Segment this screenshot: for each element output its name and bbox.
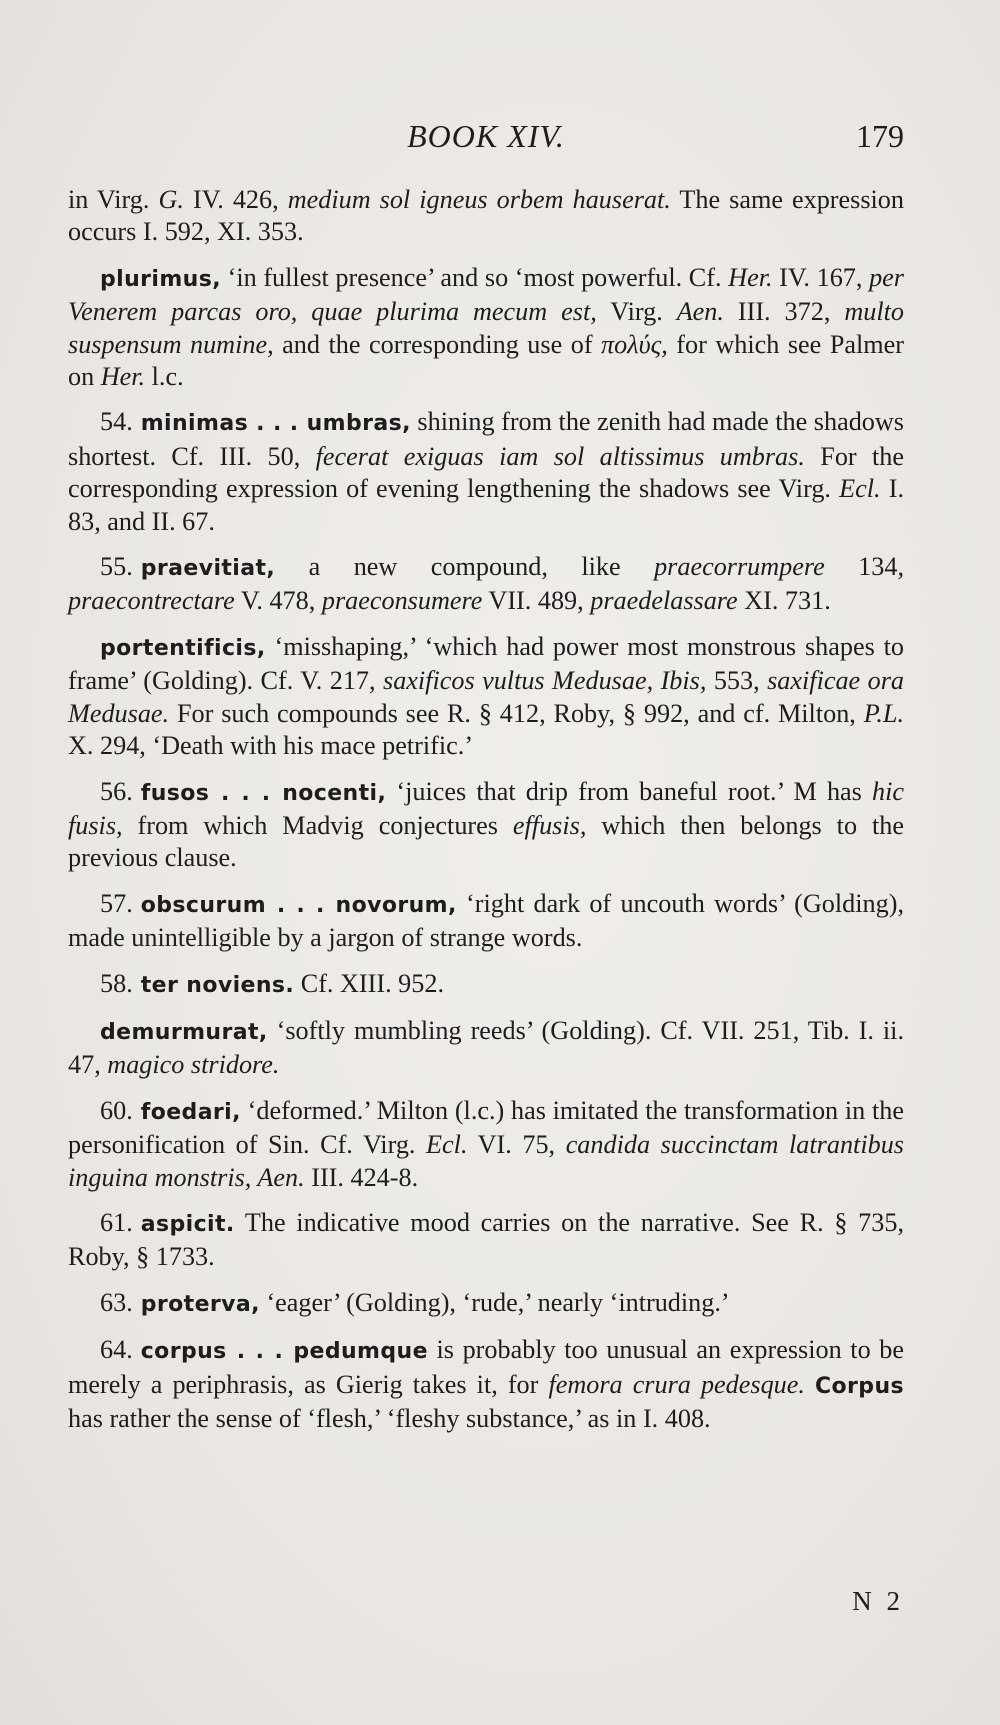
line-number: 60. [100, 1095, 133, 1125]
text-run: ‘misshaping,’ ‘which had power most monstrous shapes to frame’ (Golding). Cf. V. 217, [68, 631, 904, 696]
text-run: in Virg. [68, 185, 159, 214]
italic-text: effusis, [512, 810, 587, 840]
commentary-paragraph [68, 184, 904, 249]
text-run: and the corresponding use of [273, 329, 602, 359]
commentary-paragraph [68, 1207, 904, 1274]
text-run: For such compounds see R. § 412, Roby, § 992, and cf. Milton, [169, 698, 864, 728]
text-run: VII. 489, [482, 586, 591, 616]
line-number: 57. [100, 888, 133, 918]
commentary-paragraph [68, 1015, 904, 1082]
text-run: ‘right dark of uncouth words’ (Golding), made unintelligible by a jargon of strange words. [68, 888, 905, 953]
italic-text: Ecl. [839, 474, 881, 504]
italic-text: saxificae ora Medusae. [68, 666, 904, 728]
text-run: is probably too unusual an expression to be merely a periphrasis, as Gierig takes it, for [68, 1335, 904, 1399]
text-run: 134, [824, 552, 905, 582]
italic-text: per Venerem parcas oro, quae plurima mecum est, [68, 262, 904, 327]
lemma: plurimus, [100, 266, 221, 292]
text-run: VI. 75, [467, 1130, 566, 1160]
page-number: 179 [856, 118, 904, 154]
signature-mark: N 2 [852, 1586, 904, 1616]
lemma: praevitiat, [140, 556, 276, 582]
line-number: 64. [100, 1335, 133, 1365]
lemma: Corpus [815, 1373, 905, 1399]
line-number: 56. [100, 776, 133, 806]
text-run: X. 294, ‘Death with his mace petrific.’ [68, 731, 474, 761]
text-run: ‘juices that drip from baneful root.’ M has [386, 776, 873, 806]
text-run [805, 1370, 815, 1399]
running-head: BOOK XIV. [407, 118, 565, 154]
italic-text: Ecl. [426, 1130, 468, 1160]
commentary-paragraph [68, 551, 904, 618]
commentary-paragraph [68, 1287, 904, 1321]
italic-text: hic fusis, [68, 776, 905, 840]
text-run: a new compound, like [275, 552, 655, 582]
text-run: XI. 731. [737, 586, 831, 616]
line-number: 61. [100, 1207, 133, 1237]
line-number: 63. [100, 1287, 133, 1317]
text-run: The same expression occurs I. 592, XI. 353. [68, 185, 904, 247]
italic-text: praeconsumere [321, 586, 483, 616]
text-run: ‘eager’ (Golding), ‘rude,’ nearly ‘intruding.’ [259, 1287, 730, 1317]
lemma: portentificis, [100, 635, 266, 661]
italic-text: fecerat exiguas iam sol altissimus umbras. [315, 441, 805, 471]
commentary-paragraph [68, 1095, 904, 1194]
italic-text: Her. [100, 362, 146, 392]
italic-text: magico stridore. [107, 1050, 280, 1080]
text-run: IV. 426, [183, 185, 288, 214]
italic-text: candida succinctam latrantibus inguina monstris, Aen. [68, 1130, 904, 1192]
text-run: which then belongs to the previous clause. [68, 810, 904, 873]
commentary-body [68, 184, 904, 1448]
text-run: from which Madvig conjectures [122, 810, 513, 840]
italic-text: praecontrectare [68, 586, 235, 616]
commentary-paragraph [68, 776, 904, 875]
commentary-paragraph [68, 888, 904, 955]
commentary-paragraph [68, 406, 904, 538]
text-run: III. 424-8. [304, 1162, 419, 1192]
text-run: Cf. XIII. 952. [294, 968, 445, 998]
text-run: for which see Palmer on [68, 329, 904, 392]
text-run: Virg. [596, 297, 677, 327]
italic-text: praecorrumpere [654, 552, 825, 582]
lemma: aspicit. [140, 1211, 235, 1237]
line-number: 58. [100, 968, 133, 998]
italic-text: medium sol igneus orbem hauserat. [287, 185, 671, 214]
text-run: ‘deformed.’ Milton (l.c.) has imitated the transformation in the personification of Sin. Cf. Virg. [68, 1095, 904, 1160]
lemma: corpus . . . pedumque [140, 1339, 428, 1365]
text-run: l.c. [145, 362, 184, 392]
text-run: III. 372, [723, 297, 845, 327]
italic-text: Her. [728, 262, 773, 292]
page-header [68, 118, 904, 168]
italic-text: saxificos vultus Medusae, Ibis, [383, 666, 707, 696]
commentary-paragraph [68, 968, 904, 1002]
lemma: proterva, [140, 1291, 260, 1317]
italic-text: Aen. [676, 297, 724, 327]
lemma: fusos . . . nocenti, [140, 780, 387, 806]
text-run: shining from the zenith had made the shadows shortest. Cf. III. 50, [68, 407, 904, 471]
text-run: I. 83, and II. 67. [68, 474, 904, 536]
lemma: ter noviens. [140, 972, 295, 998]
commentary-paragraph [68, 1334, 904, 1435]
italic-text: multo suspensum numine, [68, 297, 904, 359]
italic-text: G. [158, 185, 184, 214]
line-number: 54. [100, 407, 133, 437]
text-run: has rather the sense of ‘flesh,’ ‘fleshy substance,’ as in I. 408. [68, 1404, 711, 1433]
text-run: ‘in fullest presence’ and so ‘most powerful. Cf. [220, 262, 729, 292]
text-run: 553, [706, 666, 768, 696]
text-run: V. 478, [234, 586, 322, 616]
text-run: The indicative mood carries on the narrative. See R. § 735, Roby, § 1733. [68, 1207, 904, 1272]
lemma: obscurum . . . novorum, [140, 892, 457, 918]
line-number: 55. [100, 552, 133, 582]
text-run: IV. 167, [772, 262, 870, 292]
lemma: demurmurat, [100, 1019, 268, 1045]
commentary-paragraph [68, 262, 904, 394]
italic-text: praedelassare [590, 586, 738, 616]
italic-text: P.L. [863, 698, 904, 728]
text-run: For the corresponding expression of evening lengthening the shadows see Virg. [68, 441, 904, 504]
lemma: foedari, [140, 1099, 241, 1125]
text-run: ‘softly mumbling reeds’ (Golding). Cf. VII. 251, Tib. I. ii. 47, [68, 1015, 904, 1080]
italic-text: πολύς, [601, 329, 668, 359]
commentary-paragraph [68, 631, 904, 763]
lemma: minimas . . . umbras, [140, 411, 411, 437]
italic-text: femora crura pedesque. [548, 1369, 805, 1399]
